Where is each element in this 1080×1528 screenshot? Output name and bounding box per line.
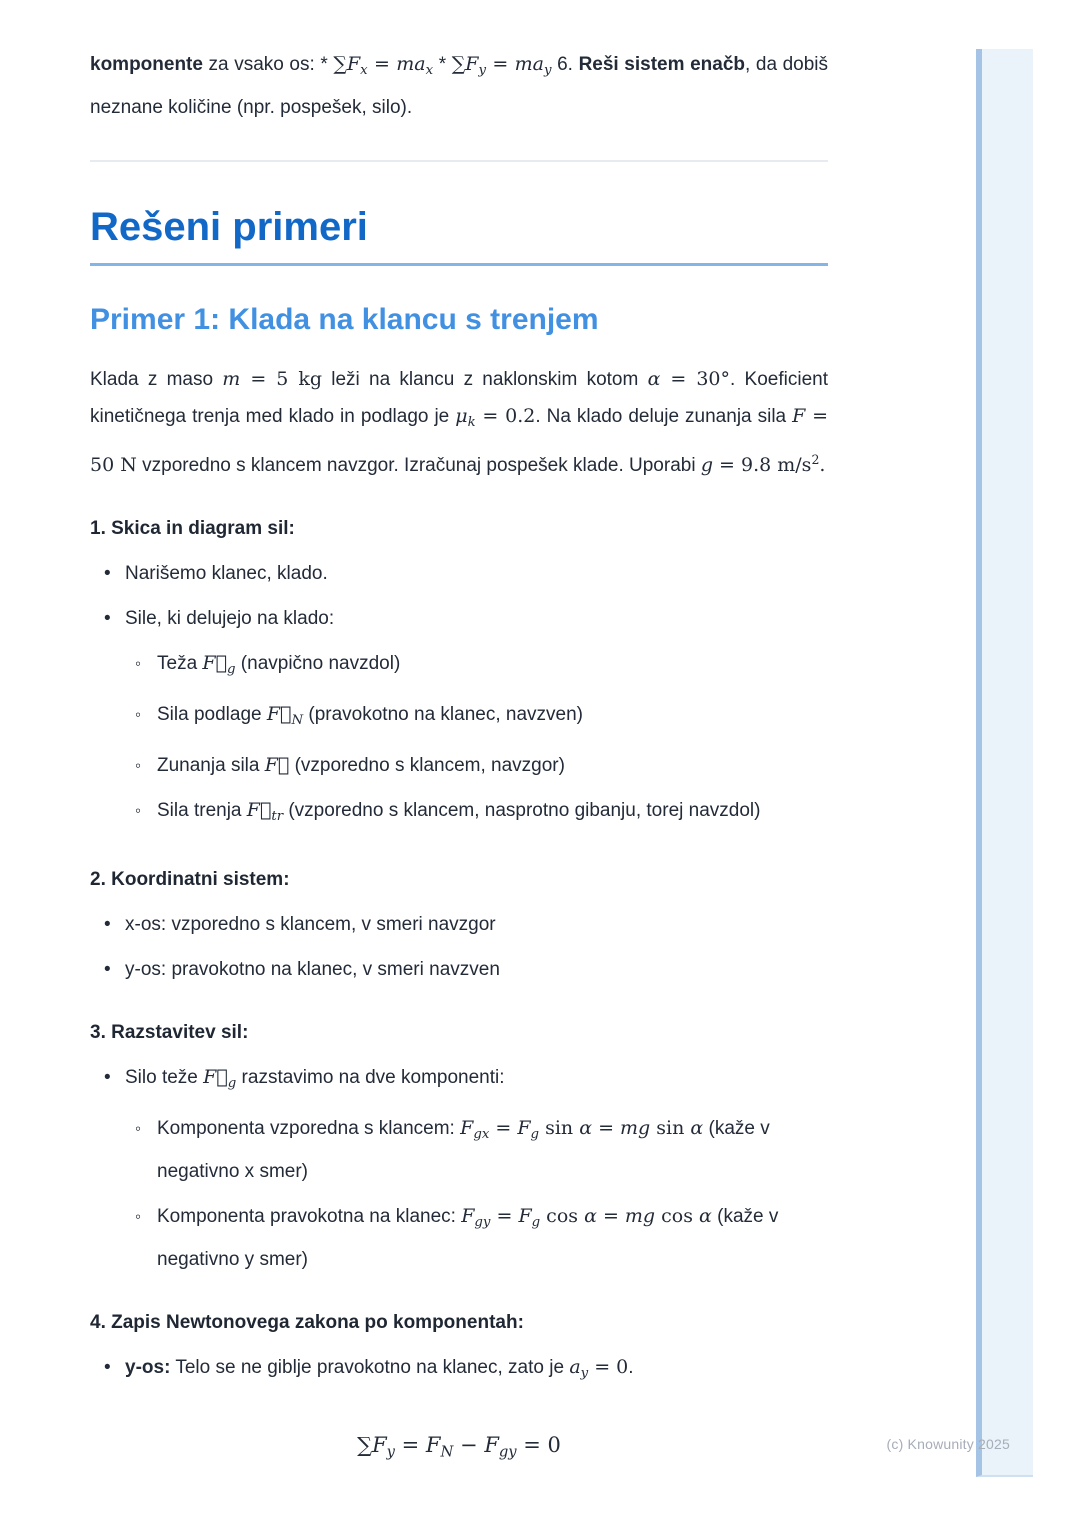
list-item-text: Zunanja sila F⃗ (vzporedno s klancem, navzgor) [157, 753, 565, 776]
list-item-text: Teža $F⃗_g$ (navpično navzdol) [157, 651, 401, 677]
right-edge-panel [976, 49, 1033, 1477]
list-item-text: Sila podlage $F⃗_N$ (pravokotno na klanec, navzven) [157, 702, 583, 728]
example-title: Primer 1: Klada na klancu s trenjem [90, 302, 599, 336]
list-item [104, 1349, 828, 1392]
list-item [104, 555, 828, 592]
bullet-marker: • [104, 1066, 111, 1088]
page-title: Rešeni primeri [90, 204, 828, 266]
bullet-marker: • [104, 958, 111, 980]
list-item [135, 792, 828, 835]
list-item [104, 951, 828, 988]
step-heading-3: 3. Razstavitev sil: [90, 1021, 249, 1043]
sub-bullet-list [125, 1110, 828, 1278]
list-item [135, 1110, 828, 1190]
list-item-text: x-os: vzporedno s klancem, v smeri navzgor [125, 913, 496, 935]
step-heading-1: 1. Skica in diagram sil: [90, 517, 295, 539]
equation-sum-fy: $\sum F_y = F_N - F_{gy} = 0$ [357, 1432, 561, 1461]
problem-statement: Klada z maso m = 5 kg leži na klancu z naklonskim kotom α = 30°. Koeficient kinetičnega trenja med klado in podlago je $\mu_k = 0.2$. Na klado deluje zunanja sila F = 50 N vzporedno s klancem navzgor. Izračunaj pospešek klade. Uporabi g = 9.8 $m/s^2$. [90, 367, 828, 476]
list-item-text: Komponenta pravokotna na klanec: $F_{gy} = F_g$ cos α = mg cos α (kaže v negativno y smer) [157, 1204, 779, 1270]
sub-bullet-list [125, 645, 828, 835]
copyright-notice: (c) Knowunity 2025 [886, 1436, 1010, 1452]
bullet-marker: ◦ [135, 1118, 142, 1138]
list-item-text: Sila trenja $F⃗_{tr}$ (vzporedno s klancem, nasprotno gibanju, torej navzdol) [157, 798, 761, 824]
bullet-list [90, 1349, 828, 1392]
section-divider [90, 160, 828, 162]
list-item-text: Silo teže $F⃗_g$ razstavimo na dve komponenti: [125, 1065, 505, 1091]
list-item [135, 696, 828, 739]
list-item-text: y-os: Telo se ne giblje pravokotno na klanec, zato je $a_y = 0$. [125, 1355, 634, 1381]
list-item [135, 1198, 828, 1278]
bullet-marker: ◦ [135, 1206, 142, 1226]
list-item [135, 645, 828, 688]
list-item-text: Narišemo klanec, klado. [125, 562, 328, 584]
bullet-marker: • [104, 562, 111, 584]
list-item [104, 600, 828, 835]
bullet-marker: ◦ [135, 755, 142, 775]
bullet-marker: • [104, 913, 111, 935]
list-item-text: Komponenta vzporedna s klancem: $F_{gx} = F_g$ sin α = mg sin α (kaže v negativno x smer) [157, 1116, 770, 1182]
bullet-list [90, 555, 828, 835]
list-item-text: Sile, ki delujejo na klado: [125, 607, 335, 629]
list-item [104, 906, 828, 943]
step-heading-4: 4. Zapis Newtonovega zakona po komponentah: [90, 1311, 524, 1333]
bullet-marker: ◦ [135, 704, 142, 724]
list-item [135, 747, 828, 784]
bullet-marker: • [104, 1356, 111, 1378]
bullet-marker: ◦ [135, 653, 142, 673]
bullet-marker: • [104, 607, 111, 629]
step-heading-2: 2. Koordinatni sistem: [90, 868, 290, 890]
top-paragraph: komponente za vsako os: * $\sum F_x = ma_x * \sum F_y = ma_y$ 6. Reši sistem enačb, da dobiš neznane količine (npr. pospešek, silo). [90, 53, 829, 118]
bullet-list [90, 1059, 828, 1278]
list-item [104, 1059, 828, 1278]
bullet-marker: ◦ [135, 800, 142, 820]
bullet-list [90, 906, 828, 988]
list-item-text: y-os: pravokotno na klanec, v smeri navzven [125, 958, 500, 980]
